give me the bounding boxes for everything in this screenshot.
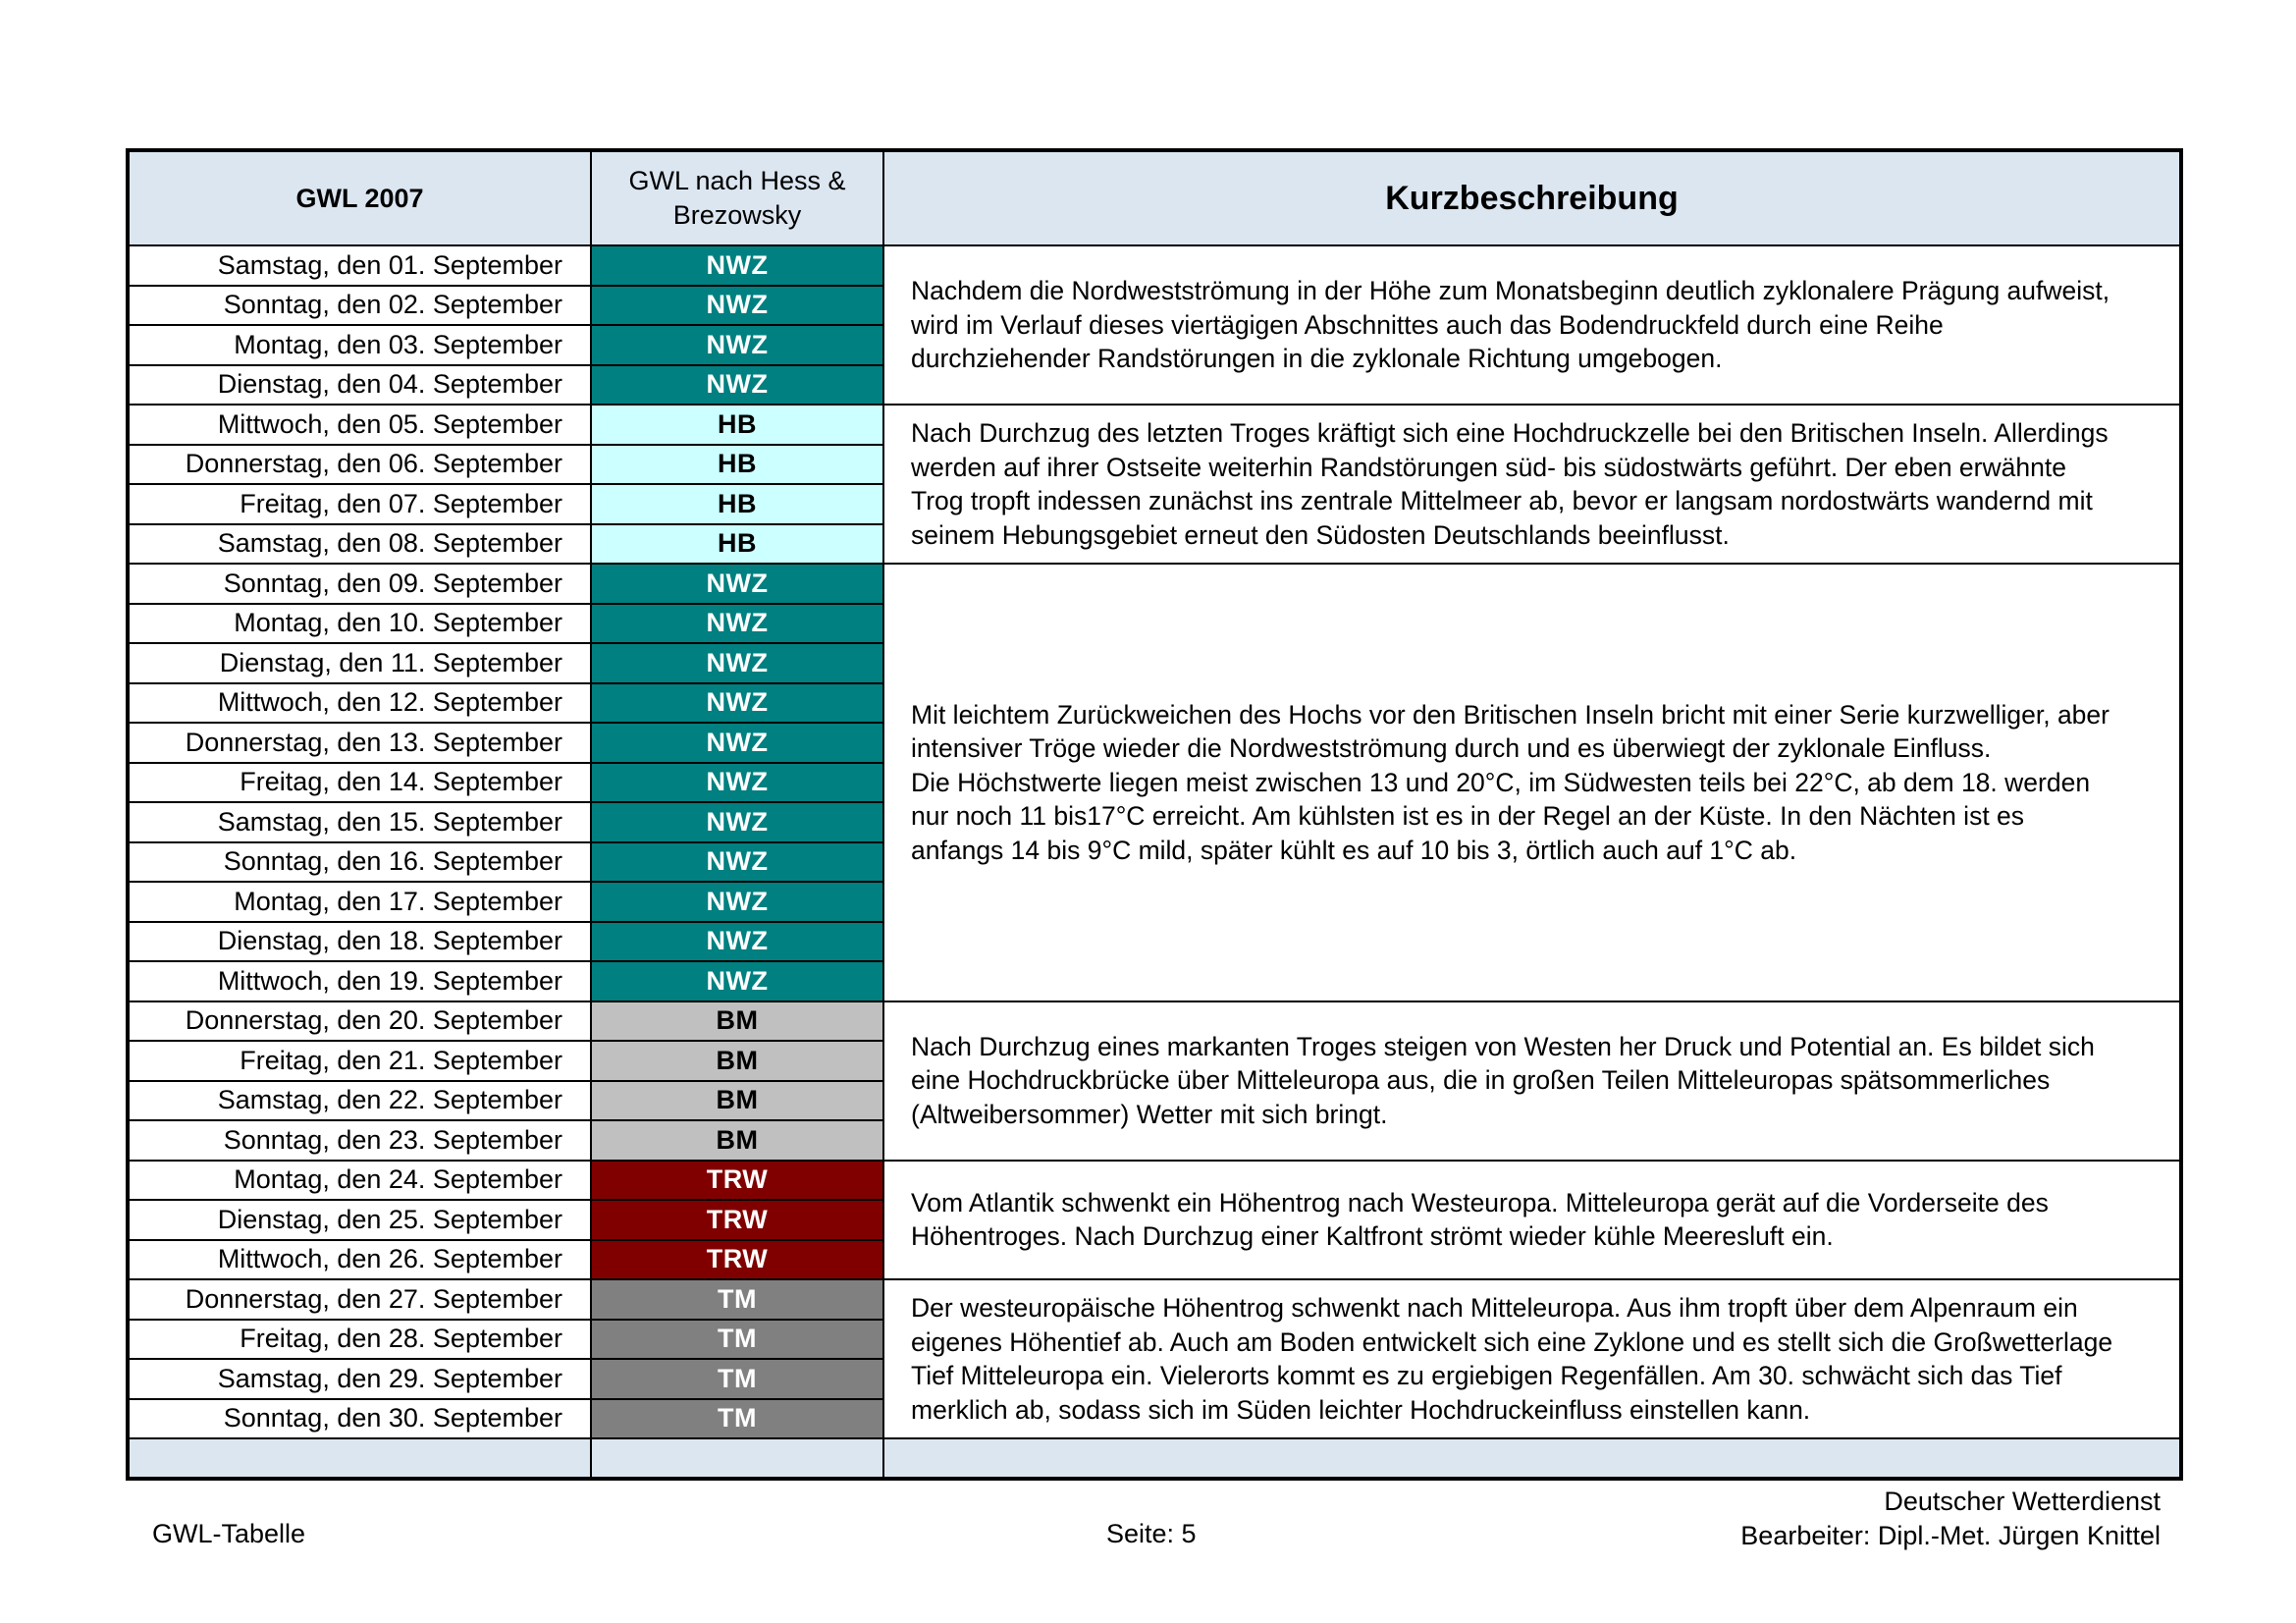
table-footer-row: [128, 1438, 2181, 1479]
date-cell: Montag, den 03. September: [128, 325, 591, 365]
footer-credits: [1740, 1485, 2161, 1553]
date-cell: Samstag, den 08. September: [128, 524, 591, 565]
footer-sheet-name: GWL-Tabelle: [152, 1519, 306, 1548]
description-cell: [883, 245, 2181, 405]
date-cell: Sonntag, den 23. September: [128, 1120, 591, 1161]
gwl-code-cell: HB: [591, 524, 883, 565]
date-cell: Dienstag, den 04. September: [128, 365, 591, 406]
gwl-code-cell: BM: [591, 1081, 883, 1121]
date-cell: Donnerstag, den 13. September: [128, 723, 591, 763]
empty-footer-cell: [128, 1438, 591, 1479]
date-cell: Montag, den 24. September: [128, 1161, 591, 1201]
gwl-code-cell: NWZ: [591, 763, 883, 803]
gwl-code-cell: NWZ: [591, 842, 883, 883]
gwl-code-cell: NWZ: [591, 922, 883, 962]
gwl-code-cell: TM: [591, 1399, 883, 1439]
empty-footer-cell: [883, 1438, 2181, 1479]
gwl-code-cell: NWZ: [591, 961, 883, 1001]
date-cell: Samstag, den 01. September: [128, 245, 591, 286]
date-cell: Mittwoch, den 26. September: [128, 1240, 591, 1280]
description-line: eigenes Höhentief ab. Auch am Boden entwickelt sich eine Zyklone und es stellt sich die Großwetterlage: [911, 1326, 2113, 1357]
header-gwl-2007: GWL 2007: [128, 150, 591, 245]
description-line: wird im Verlauf dieses viertägigen Abschnittes auch das Bodendruckfeld durch eine Reihe: [911, 309, 1944, 340]
date-cell: Sonntag, den 02. September: [128, 286, 591, 326]
date-cell: Sonntag, den 16. September: [128, 842, 591, 883]
gwl-code-cell: TM: [591, 1359, 883, 1399]
date-cell: Samstag, den 29. September: [128, 1359, 591, 1399]
description-line: merklich ab, sodass sich im Süden leichter Hochdruckeinfluss einstellen kann.: [911, 1394, 1811, 1425]
date-cell: Freitag, den 28. September: [128, 1320, 591, 1360]
description-line: Höhentroges. Nach Durchzug einer Kaltfront strömt wieder kühle Meeresluft ein.: [911, 1221, 1834, 1252]
footer-author: Bearbeiter: Dipl.-Met. Jürgen Knittel: [1740, 1521, 2161, 1550]
gwl-code-cell: HB: [591, 405, 883, 445]
gwl-code-cell: TRW: [591, 1240, 883, 1280]
gwl-code-cell: NWZ: [591, 604, 883, 644]
description-line: Vom Atlantik schwenkt ein Höhentrog nach Westeuropa. Mitteleuropa gerät auf die Vorderseite des: [911, 1187, 2049, 1217]
description-line: Tief Mitteleuropa ein. Vielerorts kommt es zu ergiebigen Regenfällen. Am 30. schwächt sich das Tief: [911, 1361, 2062, 1390]
gwl-code-cell: NWZ: [591, 802, 883, 842]
gwl-code-cell: TM: [591, 1279, 883, 1320]
gwl-code-cell: NWZ: [591, 286, 883, 326]
description-cell: [883, 1279, 2181, 1438]
date-cell: Donnerstag, den 06. September: [128, 445, 591, 485]
gwl-table: [126, 148, 2183, 1481]
date-cell: Montag, den 17. September: [128, 882, 591, 922]
date-cell: Freitag, den 14. September: [128, 763, 591, 803]
description-line: Der westeuropäische Höhentrog schwenkt nach Mitteleuropa. Aus ihm tropft über dem Alpenraum ein: [911, 1293, 2078, 1323]
header-gwl-line1: GWL nach Hess &: [628, 166, 846, 195]
date-cell: Freitag, den 21. September: [128, 1041, 591, 1081]
gwl-code-cell: HB: [591, 484, 883, 524]
description-line: Nachdem die Nordwestströmung in der Höhe zum Monatsbeginn deutlich zyklonalere Prägung aufweist,: [911, 276, 2110, 306]
table-row: [128, 1001, 2181, 1042]
gwl-code-cell: TRW: [591, 1200, 883, 1240]
header-gwl-line2: Brezowsky: [672, 200, 802, 230]
date-cell: Sonntag, den 09. September: [128, 564, 591, 604]
gwl-code-cell: NWZ: [591, 325, 883, 365]
gwl-code-cell: NWZ: [591, 882, 883, 922]
date-cell: Dienstag, den 18. September: [128, 922, 591, 962]
description-line: Die Höchstwerte liegen meist zwischen 13 und 20°C, im Südwesten teils bei 22°C, ab dem 18. werden: [911, 767, 2091, 797]
header-gwl-hess-brezowsky: [591, 150, 883, 245]
gwl-code-cell: HB: [591, 445, 883, 485]
date-cell: Samstag, den 22. September: [128, 1081, 591, 1121]
description-cell: [883, 405, 2181, 564]
description-line: anfangs 14 bis 9°C mild, später kühlt es auf 10 bis 3, örtlich auch auf 1°C ab.: [911, 835, 1797, 865]
date-cell: Mittwoch, den 12. September: [128, 683, 591, 724]
gwl-code-cell: NWZ: [591, 683, 883, 724]
gwl-code-cell: NWZ: [591, 723, 883, 763]
table-body: [128, 245, 2181, 1479]
date-cell: Mittwoch, den 05. September: [128, 405, 591, 445]
empty-footer-cell: [591, 1438, 883, 1479]
description-line: Trog tropft indessen zunächst ins zentrale Mittelmeer ab, bevor er langsam nordostwärts wandernd mit: [911, 486, 2093, 515]
header-kurzbeschreibung: Kurzbeschreibung: [883, 150, 2181, 245]
description-line: Mit leichtem Zurückweichen des Hochs vor den Britischen Inseln bricht mit einer Serie kurzwelliger, aber: [911, 699, 2109, 730]
gwl-code-cell: TRW: [591, 1161, 883, 1201]
gwl-code-cell: TM: [591, 1320, 883, 1360]
description-line: seinem Hebungsgebiet erneut den Südosten Deutschlands beeinflusst.: [911, 519, 1730, 550]
gwl-code-cell: BM: [591, 1041, 883, 1081]
table-row: [128, 1161, 2181, 1201]
date-cell: Sonntag, den 30. September: [128, 1399, 591, 1439]
gwl-code-cell: NWZ: [591, 643, 883, 683]
date-cell: Samstag, den 15. September: [128, 802, 591, 842]
gwl-code-cell: BM: [591, 1001, 883, 1042]
description-line: intensiver Tröge wieder die Nordwestströmung durch und es überwiegt der zyklonale Einfluss.: [911, 733, 1992, 763]
description-cell: [883, 1161, 2181, 1280]
table-row: [128, 1279, 2181, 1320]
date-cell: Donnerstag, den 20. September: [128, 1001, 591, 1042]
gwl-code-cell: NWZ: [591, 245, 883, 286]
description-line: nur noch 11 bis17°C erreicht. Am kühlsten ist es in der Regel an der Küste. In den Nächten ist es: [911, 801, 2025, 831]
gwl-code-cell: BM: [591, 1120, 883, 1161]
table-header-row: [128, 150, 2181, 245]
date-cell: Freitag, den 07. September: [128, 484, 591, 524]
description-line: eine Hochdruckbrücke über Mitteleuropa aus, die in großen Teilen Mitteleuropas spätsommerliches: [911, 1065, 2051, 1096]
date-cell: Mittwoch, den 19. September: [128, 961, 591, 1001]
description-line: werden auf ihrer Ostseite weiterhin Randstörungen süd- bis südostwärts geführt. Der eben erwähnte: [911, 452, 2066, 482]
table-row: [128, 245, 2181, 286]
footer-page-number: Seite: 5: [1106, 1519, 1197, 1548]
description-line: (Altweibersommer) Wetter mit sich bringt.: [911, 1099, 1388, 1129]
gwl-code-cell: NWZ: [591, 564, 883, 604]
description-cell: [883, 1001, 2181, 1161]
description-cell: [883, 564, 2181, 1001]
description-line: Nach Durchzug des letzten Troges kräftigt sich eine Hochdruckzelle bei den Britischen Inseln. Allerdings: [911, 418, 2109, 448]
footer-organization: Deutscher Wetterdienst: [1884, 1487, 2161, 1516]
gwl-code-cell: NWZ: [591, 365, 883, 406]
date-cell: Montag, den 10. September: [128, 604, 591, 644]
table-row: [128, 564, 2181, 604]
description-line: durchziehender Randstörungen in die zyklonale Richtung umgebogen.: [911, 344, 1723, 374]
date-cell: Donnerstag, den 27. September: [128, 1279, 591, 1320]
table-row: [128, 405, 2181, 445]
date-cell: Dienstag, den 11. September: [128, 643, 591, 683]
date-cell: Dienstag, den 25. September: [128, 1200, 591, 1240]
description-line: Nach Durchzug eines markanten Troges steigen von Westen her Druck und Potential an. Es bildet sich: [911, 1031, 2095, 1061]
